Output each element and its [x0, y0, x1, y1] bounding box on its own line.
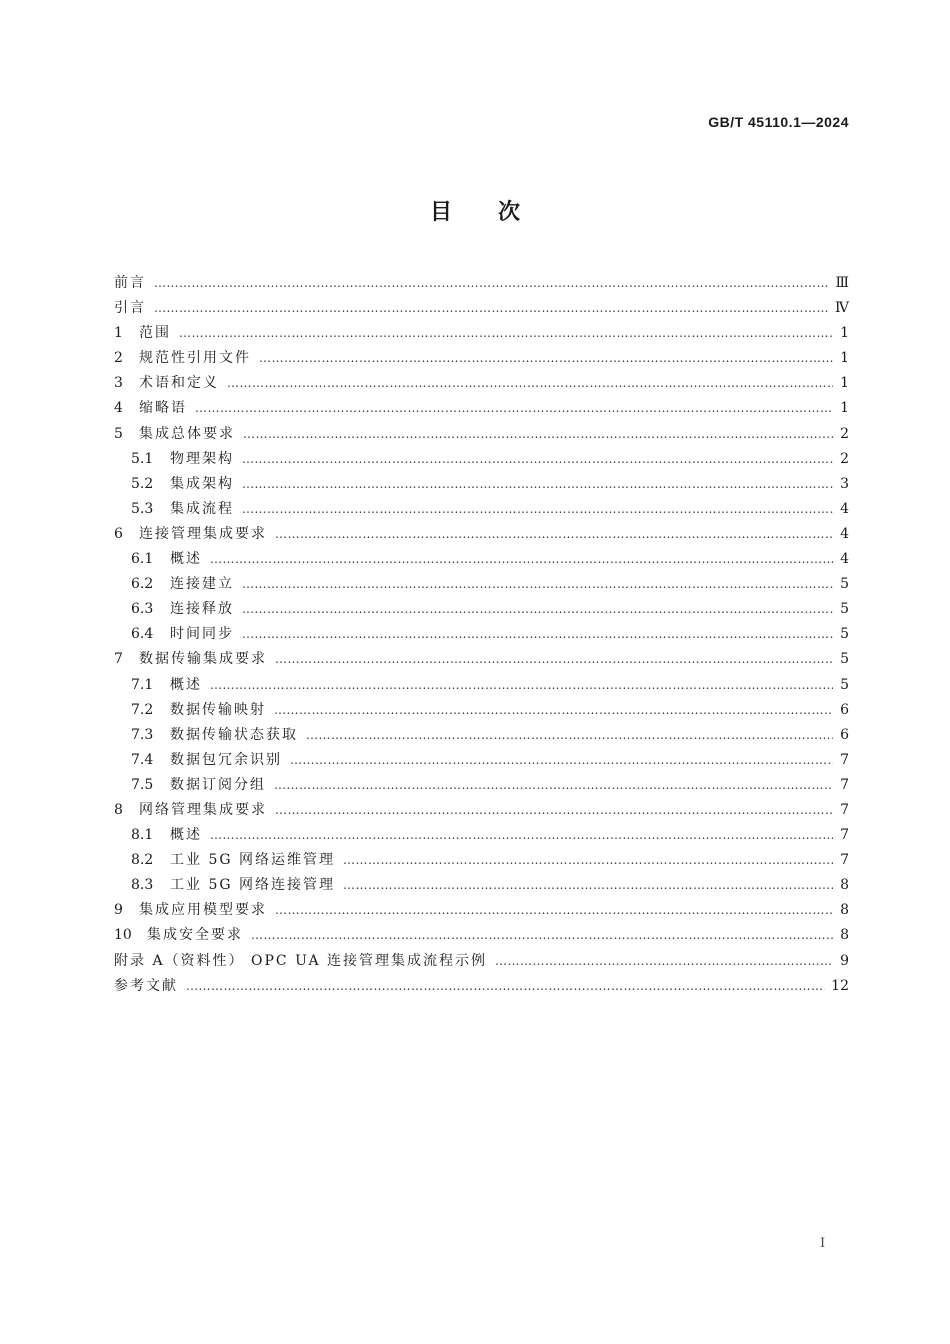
toc-entry-label: 连接管理集成要求 [139, 525, 267, 542]
toc-entry-number: 4 [114, 400, 123, 417]
toc-leader-dots [290, 748, 833, 773]
toc-entry[interactable] [114, 597, 849, 622]
toc-entry-page: 12 [831, 977, 849, 994]
toc-entry-number: 7.5 [131, 776, 154, 793]
toc-entry-page: 9 [840, 952, 849, 969]
toc-entry-label: 参考文献 [114, 977, 178, 994]
toc-entry-page: 4 [840, 551, 849, 568]
toc-entry-number: 1 [114, 325, 123, 342]
toc-entry-number: 10 [114, 927, 132, 944]
toc-leader-dots [195, 396, 833, 421]
toc-entry[interactable] [114, 396, 849, 421]
toc-entry-number: 5.3 [131, 500, 154, 517]
standard-code: GB/T 45110.1—2024 [708, 114, 849, 130]
toc-entry-page: Ⅳ [835, 300, 849, 317]
toc-entry-label: 附录 A（资料性） OPC UA 连接管理集成流程示例 [114, 952, 487, 969]
toc-leader-dots [242, 497, 833, 522]
toc-entry[interactable] [114, 748, 849, 773]
page-number: Ⅰ [820, 1236, 826, 1251]
toc-entry-label: 网络管理集成要求 [139, 801, 267, 818]
toc-entry-number: 8.1 [131, 827, 154, 844]
toc-entry-number: 6.3 [131, 601, 154, 618]
toc-entry-page: 5 [840, 576, 849, 593]
toc-entry-page: 1 [840, 325, 849, 342]
toc-leader-dots [343, 873, 833, 898]
toc-entry-label: 范围 [139, 325, 171, 342]
toc-entry-page: Ⅲ [835, 275, 849, 291]
toc-entry[interactable] [114, 497, 849, 522]
toc-leader-dots [242, 472, 833, 497]
toc-entry-number: 5.2 [131, 475, 154, 492]
table-of-contents [114, 271, 849, 999]
toc-leader-dots [343, 848, 833, 873]
toc-entry-number: 6.1 [131, 551, 154, 568]
toc-leader-dots [243, 422, 833, 447]
toc-entry[interactable] [114, 898, 849, 923]
toc-entry-number: 7.1 [131, 676, 154, 693]
toc-entry[interactable] [114, 271, 849, 296]
toc-entry-page: 4 [840, 525, 849, 542]
toc-entry-label: 术语和定义 [139, 375, 219, 392]
toc-entry-page: 8 [840, 902, 849, 919]
toc-entry[interactable] [114, 547, 849, 572]
toc-leader-dots [306, 723, 833, 748]
toc-entry-page: 8 [840, 877, 849, 894]
toc-entry-page: 6 [840, 701, 849, 718]
toc-leader-dots [242, 572, 833, 597]
toc-leader-dots [495, 949, 833, 974]
toc-leader-dots [227, 371, 833, 396]
toc-entry-number: 7.4 [131, 751, 154, 768]
toc-entry-label: 时间同步 [170, 626, 234, 643]
toc-entry-page: 6 [840, 726, 849, 743]
toc-entry-label: 集成总体要求 [139, 425, 235, 442]
toc-entry[interactable] [114, 321, 849, 346]
toc-entry-label: 数据传输集成要求 [139, 651, 267, 668]
toc-leader-dots [210, 547, 833, 572]
toc-leader-dots [179, 321, 833, 346]
toc-entry[interactable] [114, 371, 849, 396]
toc-entry-page: 5 [840, 601, 849, 618]
toc-entry[interactable] [114, 923, 849, 948]
toc-entry[interactable] [114, 447, 849, 472]
toc-entry-page: 5 [840, 676, 849, 693]
toc-entry[interactable] [114, 974, 849, 999]
toc-entry-number: 5 [114, 425, 123, 442]
toc-entry-page: 7 [840, 852, 849, 869]
toc-entry-number: 6.2 [131, 576, 154, 593]
toc-entry[interactable] [114, 773, 849, 798]
toc-entry-number: 7 [114, 651, 123, 668]
toc-entry-label: 连接释放 [170, 601, 234, 618]
toc-entry[interactable] [114, 472, 849, 497]
toc-entry-page: 2 [840, 425, 849, 442]
toc-entry[interactable] [114, 873, 849, 898]
toc-entry-page: 7 [840, 827, 849, 844]
toc-entry-number: 2 [114, 350, 123, 367]
toc-entry-label: 概述 [170, 676, 202, 693]
toc-leader-dots [242, 622, 833, 647]
toc-leader-dots [275, 522, 833, 547]
toc-leader-dots [154, 271, 829, 296]
toc-entry-label: 数据订阅分组 [170, 776, 266, 793]
toc-leader-dots [274, 698, 833, 723]
toc-entry[interactable] [114, 698, 849, 723]
toc-leader-dots [186, 974, 825, 999]
toc-entry-label: 规范性引用文件 [139, 350, 251, 367]
toc-leader-dots [154, 296, 829, 321]
toc-entry-label: 工业 5G 网络运维管理 [170, 852, 335, 869]
toc-entry[interactable] [114, 949, 849, 974]
toc-leader-dots [274, 773, 833, 798]
toc-leader-dots [259, 346, 833, 371]
toc-entry-label: 概述 [170, 551, 202, 568]
toc-leader-dots [275, 898, 833, 923]
toc-entry[interactable] [114, 798, 849, 823]
toc-entry-label: 引言 [114, 300, 146, 317]
toc-entry-number: 6.4 [131, 626, 154, 643]
toc-entry-number: 8.3 [131, 877, 154, 894]
toc-entry-label: 数据包冗余识别 [170, 751, 282, 768]
toc-entry-number: 5.1 [131, 450, 154, 467]
toc-leader-dots [275, 798, 833, 823]
toc-entry-label: 数据传输状态获取 [170, 726, 298, 743]
toc-entry-page: 7 [840, 751, 849, 768]
toc-entry[interactable] [114, 346, 849, 371]
toc-entry-label: 缩略语 [139, 400, 187, 417]
toc-leader-dots [275, 647, 833, 672]
toc-leader-dots [251, 923, 833, 948]
toc-entry-page: 5 [840, 651, 849, 668]
toc-entry-page: 7 [840, 776, 849, 793]
toc-entry-number: 6 [114, 525, 123, 542]
toc-entry-label: 集成架构 [170, 475, 234, 492]
toc-entry-label: 物理架构 [170, 450, 234, 467]
toc-entry-number: 7.2 [131, 701, 154, 718]
toc-entry[interactable] [114, 422, 849, 447]
toc-entry-number: 8 [114, 801, 123, 818]
toc-entry-page: 3 [840, 475, 849, 492]
toc-entry[interactable] [114, 673, 849, 698]
toc-entry-page: 1 [840, 400, 849, 417]
page-title: 目次 [429, 200, 566, 225]
toc-entry[interactable] [114, 823, 849, 848]
toc-entry-number: 9 [114, 902, 123, 919]
toc-entry-number: 3 [114, 375, 123, 392]
toc-entry[interactable] [114, 296, 849, 321]
toc-entry-label: 集成安全要求 [147, 927, 243, 944]
toc-leader-dots [242, 447, 833, 472]
toc-entry-page: 1 [840, 350, 849, 367]
toc-entry-label: 集成流程 [170, 500, 234, 517]
toc-entry-number: 8.2 [131, 852, 154, 869]
toc-entry-page: 5 [840, 626, 849, 643]
toc-entry[interactable] [114, 848, 849, 873]
toc-entry-label: 概述 [170, 827, 202, 844]
toc-entry[interactable] [114, 622, 849, 647]
toc-entry[interactable] [114, 522, 849, 547]
toc-entry-page: 2 [840, 450, 849, 467]
toc-entry-label: 集成应用模型要求 [139, 902, 267, 919]
toc-leader-dots [242, 597, 833, 622]
toc-leader-dots [210, 673, 833, 698]
toc-entry[interactable] [114, 647, 849, 672]
toc-entry-label: 前言 [114, 275, 146, 291]
toc-entry-page: 1 [840, 375, 849, 392]
toc-leader-dots [210, 823, 833, 848]
toc-entry-page: 4 [840, 500, 849, 517]
toc-entry-label: 数据传输映射 [170, 701, 266, 718]
toc-entry-label: 连接建立 [170, 576, 234, 593]
toc-entry-page: 8 [840, 927, 849, 944]
toc-entry-label: 工业 5G 网络连接管理 [170, 877, 335, 894]
toc-entry[interactable] [114, 723, 849, 748]
toc-entry-page: 7 [840, 801, 849, 818]
toc-entry[interactable] [114, 572, 849, 597]
toc-entry-number: 7.3 [131, 726, 154, 743]
